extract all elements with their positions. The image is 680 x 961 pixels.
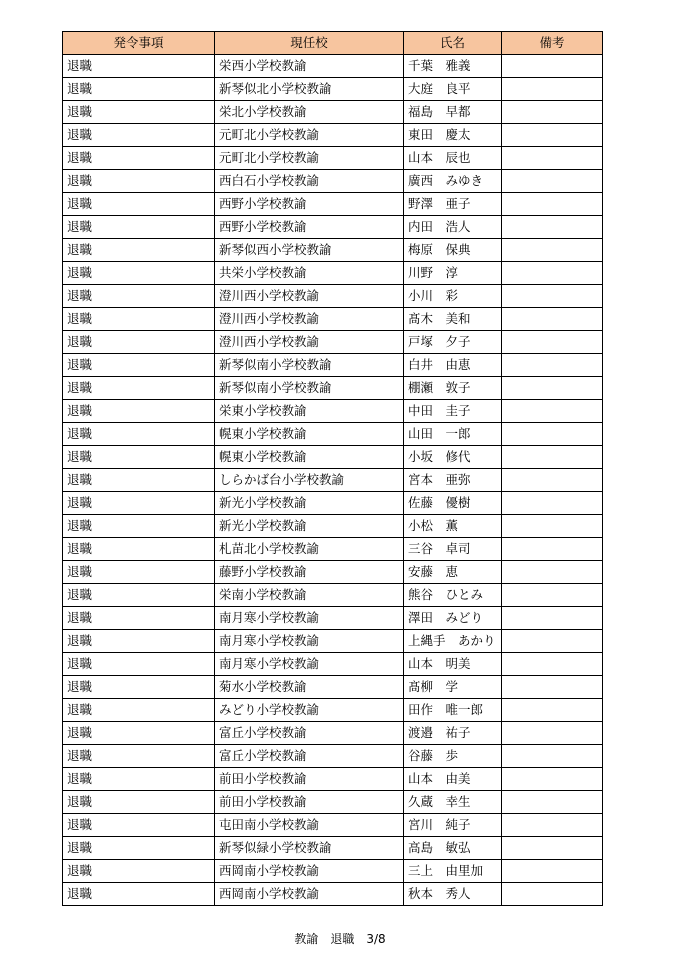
cell-school: 西岡南小学校教諭: [215, 860, 404, 883]
cell-remarks: [502, 745, 603, 768]
cell-name: 川野 淳: [404, 262, 502, 285]
cell-school: 新琴似北小学校教諭: [215, 78, 404, 101]
cell-remarks: [502, 262, 603, 285]
table-row: [63, 239, 603, 262]
cell-remarks: [502, 377, 603, 400]
cell-school: 札苗北小学校教諭: [215, 538, 404, 561]
cell-name: 髙木 美和: [404, 308, 502, 331]
cell-name: 廣西 みゆき: [404, 170, 502, 193]
cell-school: 新琴似南小学校教諭: [215, 377, 404, 400]
cell-remarks: [502, 837, 603, 860]
cell-school: 新光小学校教諭: [215, 492, 404, 515]
cell-action: 退職: [63, 216, 215, 239]
table-row: [63, 676, 603, 699]
cell-action: 退職: [63, 515, 215, 538]
cell-name: 梅原 保典: [404, 239, 502, 262]
cell-name: 東田 慶太: [404, 124, 502, 147]
cell-action: 退職: [63, 814, 215, 837]
cell-remarks: [502, 147, 603, 170]
cell-remarks: [502, 768, 603, 791]
cell-name: 三谷 卓司: [404, 538, 502, 561]
table-body: [63, 55, 603, 906]
cell-action: 退職: [63, 285, 215, 308]
cell-action: 退職: [63, 423, 215, 446]
table-row: [63, 653, 603, 676]
cell-action: 退職: [63, 239, 215, 262]
table-row: [63, 331, 603, 354]
table-row: [63, 860, 603, 883]
table-row: [63, 722, 603, 745]
table-row: [63, 538, 603, 561]
cell-action: 退職: [63, 55, 215, 78]
cell-school: 菊水小学校教諭: [215, 676, 404, 699]
table-row: [63, 377, 603, 400]
table-row: [63, 814, 603, 837]
table-row: [63, 745, 603, 768]
cell-action: 退職: [63, 400, 215, 423]
cell-school: 元町北小学校教諭: [215, 147, 404, 170]
cell-school: 新琴似南小学校教諭: [215, 354, 404, 377]
cell-remarks: [502, 423, 603, 446]
cell-remarks: [502, 676, 603, 699]
cell-name: 熊谷 ひとみ: [404, 584, 502, 607]
table-row: [63, 469, 603, 492]
cell-action: 退職: [63, 469, 215, 492]
cell-remarks: [502, 170, 603, 193]
cell-action: 退職: [63, 101, 215, 124]
table-row: [63, 492, 603, 515]
cell-remarks: [502, 193, 603, 216]
cell-name: 戸塚 夕子: [404, 331, 502, 354]
cell-school: 栄西小学校教諭: [215, 55, 404, 78]
cell-name: 山本 辰也: [404, 147, 502, 170]
cell-action: 退職: [63, 745, 215, 768]
table-row: [63, 147, 603, 170]
cell-name: 久蔵 幸生: [404, 791, 502, 814]
cell-action: 退職: [63, 78, 215, 101]
table-row: [63, 630, 603, 653]
cell-action: 退職: [63, 676, 215, 699]
cell-action: 退職: [63, 561, 215, 584]
cell-school: 南月寒小学校教諭: [215, 607, 404, 630]
table-row: [63, 285, 603, 308]
table-row: [63, 124, 603, 147]
cell-name: 宮本 亜弥: [404, 469, 502, 492]
cell-action: 退職: [63, 699, 215, 722]
cell-remarks: [502, 860, 603, 883]
cell-name: 三上 由里加: [404, 860, 502, 883]
cell-action: 退職: [63, 170, 215, 193]
cell-remarks: [502, 561, 603, 584]
table-row: [63, 55, 603, 78]
cell-action: 退職: [63, 147, 215, 170]
cell-school: 西野小学校教諭: [215, 216, 404, 239]
cell-remarks: [502, 400, 603, 423]
cell-school: 前田小学校教諭: [215, 768, 404, 791]
personnel-table: [62, 31, 603, 906]
cell-school: 富丘小学校教諭: [215, 722, 404, 745]
cell-remarks: [502, 101, 603, 124]
cell-school: 幌東小学校教諭: [215, 446, 404, 469]
cell-action: 退職: [63, 653, 215, 676]
table-row: [63, 308, 603, 331]
cell-remarks: [502, 446, 603, 469]
cell-name: 千葉 雅義: [404, 55, 502, 78]
cell-school: 新琴似緑小学校教諭: [215, 837, 404, 860]
cell-remarks: [502, 285, 603, 308]
cell-name: 棚瀬 敦子: [404, 377, 502, 400]
cell-remarks: [502, 124, 603, 147]
cell-action: 退職: [63, 538, 215, 561]
page-footer: 教諭 退職 3/8: [294, 932, 386, 946]
cell-action: 退職: [63, 883, 215, 906]
cell-remarks: [502, 78, 603, 101]
header-action: 発令事項: [63, 32, 215, 55]
cell-name: 谷藤 歩: [404, 745, 502, 768]
cell-school: 屯田南小学校教諭: [215, 814, 404, 837]
cell-action: 退職: [63, 768, 215, 791]
cell-remarks: [502, 630, 603, 653]
cell-school: 藤野小学校教諭: [215, 561, 404, 584]
cell-name: 山本 明美: [404, 653, 502, 676]
table-row: [63, 883, 603, 906]
table-row: [63, 446, 603, 469]
cell-name: 秋本 秀人: [404, 883, 502, 906]
cell-action: 退職: [63, 584, 215, 607]
cell-school: 栄東小学校教諭: [215, 400, 404, 423]
cell-school: 富丘小学校教諭: [215, 745, 404, 768]
cell-school: 新光小学校教諭: [215, 515, 404, 538]
cell-school: みどり小学校教諭: [215, 699, 404, 722]
cell-remarks: [502, 538, 603, 561]
cell-remarks: [502, 55, 603, 78]
cell-school: 新琴似西小学校教諭: [215, 239, 404, 262]
cell-remarks: [502, 239, 603, 262]
table-row: [63, 561, 603, 584]
cell-school: 西岡南小学校教諭: [215, 883, 404, 906]
table-row: [63, 515, 603, 538]
cell-action: 退職: [63, 124, 215, 147]
cell-school: 西野小学校教諭: [215, 193, 404, 216]
cell-action: 退職: [63, 446, 215, 469]
cell-school: 幌東小学校教諭: [215, 423, 404, 446]
cell-action: 退職: [63, 193, 215, 216]
header-row: [63, 32, 603, 55]
cell-name: 髙柳 学: [404, 676, 502, 699]
table-row: [63, 423, 603, 446]
cell-remarks: [502, 699, 603, 722]
cell-remarks: [502, 331, 603, 354]
cell-remarks: [502, 492, 603, 515]
table-row: [63, 699, 603, 722]
cell-action: 退職: [63, 837, 215, 860]
table-row: [63, 170, 603, 193]
cell-school: 共栄小学校教諭: [215, 262, 404, 285]
cell-name: 山本 由美: [404, 768, 502, 791]
cell-name: 佐藤 優樹: [404, 492, 502, 515]
cell-action: 退職: [63, 354, 215, 377]
cell-name: 澤田 みどり: [404, 607, 502, 630]
cell-name: 小川 彩: [404, 285, 502, 308]
cell-name: 上縄手 あかり: [404, 630, 502, 653]
header-school: 現任校: [215, 32, 404, 55]
cell-school: 元町北小学校教諭: [215, 124, 404, 147]
cell-action: 退職: [63, 377, 215, 400]
table-row: [63, 768, 603, 791]
table-row: [63, 354, 603, 377]
cell-name: 福島 早都: [404, 101, 502, 124]
table-row: [63, 101, 603, 124]
cell-name: 小松 薫: [404, 515, 502, 538]
header-name: 氏名: [404, 32, 502, 55]
cell-school: 澄川西小学校教諭: [215, 308, 404, 331]
table-row: [63, 193, 603, 216]
cell-action: 退職: [63, 722, 215, 745]
table-row: [63, 837, 603, 860]
cell-action: 退職: [63, 607, 215, 630]
cell-name: 白井 由恵: [404, 354, 502, 377]
cell-remarks: [502, 814, 603, 837]
cell-school: 澄川西小学校教諭: [215, 331, 404, 354]
cell-remarks: [502, 584, 603, 607]
cell-action: 退職: [63, 860, 215, 883]
cell-action: 退職: [63, 308, 215, 331]
cell-remarks: [502, 308, 603, 331]
cell-action: 退職: [63, 331, 215, 354]
cell-remarks: [502, 883, 603, 906]
cell-name: 山田 一郎: [404, 423, 502, 446]
cell-remarks: [502, 515, 603, 538]
table-row: [63, 78, 603, 101]
cell-remarks: [502, 216, 603, 239]
cell-action: 退職: [63, 791, 215, 814]
table-row: [63, 584, 603, 607]
cell-name: 中田 圭子: [404, 400, 502, 423]
table-row: [63, 262, 603, 285]
cell-remarks: [502, 791, 603, 814]
cell-school: 南月寒小学校教諭: [215, 653, 404, 676]
cell-school: 栄北小学校教諭: [215, 101, 404, 124]
header-remarks: 備考: [502, 32, 603, 55]
cell-name: 宮川 純子: [404, 814, 502, 837]
cell-action: 退職: [63, 492, 215, 515]
cell-remarks: [502, 722, 603, 745]
cell-remarks: [502, 469, 603, 492]
cell-school: 前田小学校教諭: [215, 791, 404, 814]
cell-remarks: [502, 607, 603, 630]
cell-school: しらかば台小学校教諭: [215, 469, 404, 492]
table-row: [63, 400, 603, 423]
cell-name: 高島 敏弘: [404, 837, 502, 860]
cell-name: 渡邉 祐子: [404, 722, 502, 745]
table-row: [63, 216, 603, 239]
cell-name: 小坂 修代: [404, 446, 502, 469]
cell-school: 西白石小学校教諭: [215, 170, 404, 193]
cell-name: 田作 唯一郎: [404, 699, 502, 722]
cell-remarks: [502, 653, 603, 676]
cell-name: 内田 浩人: [404, 216, 502, 239]
cell-remarks: [502, 354, 603, 377]
cell-school: 南月寒小学校教諭: [215, 630, 404, 653]
cell-action: 退職: [63, 630, 215, 653]
cell-school: 澄川西小学校教諭: [215, 285, 404, 308]
cell-name: 大庭 良平: [404, 78, 502, 101]
cell-school: 栄南小学校教諭: [215, 584, 404, 607]
table-row: [63, 791, 603, 814]
cell-action: 退職: [63, 262, 215, 285]
cell-name: 安藤 恵: [404, 561, 502, 584]
table-row: [63, 607, 603, 630]
cell-name: 野澤 亜子: [404, 193, 502, 216]
